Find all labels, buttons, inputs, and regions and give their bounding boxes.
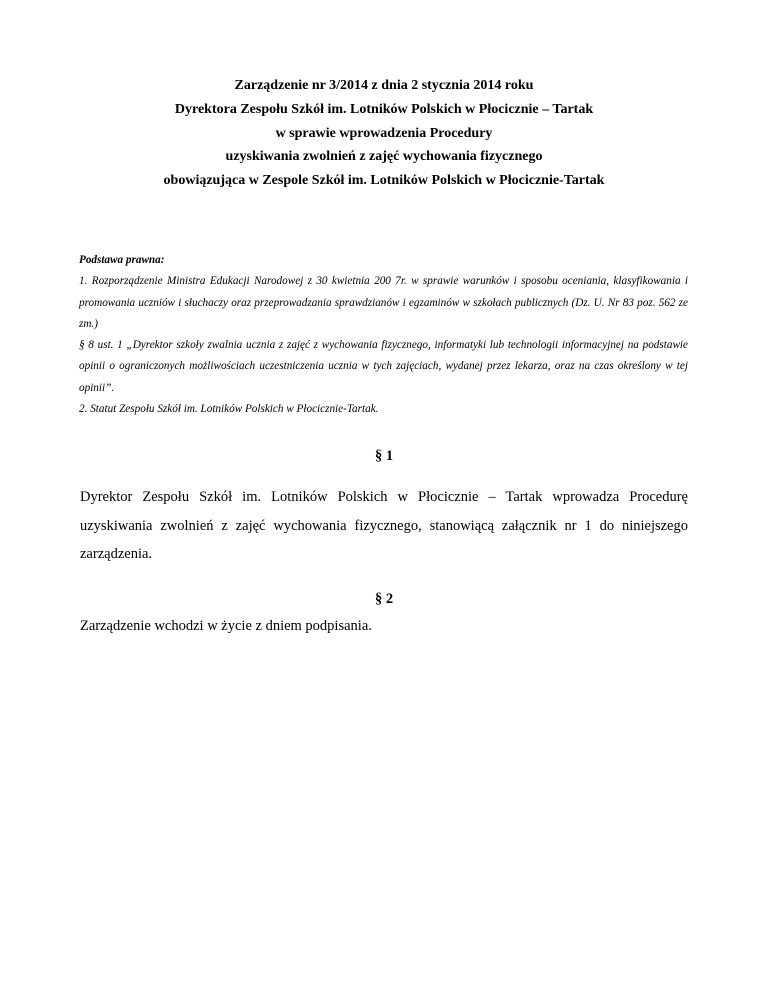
section-1-text: Dyrektor Zespołu Szkół im. Lotników Polskich w Płocicznie – Tartak wprowadza Procedurę uzyskiwania zwolnień z zajęć wychowania fizycznego, stanowiącą załącznik nr 1 do niniejszego zarządzenia. xyxy=(80,489,688,563)
title-line: Dyrektora Zespołu Szkół im. Lotników Polskich w Płocicznie – Tartak xyxy=(174,101,594,117)
title-line: uzyskiwania zwolnień z zajęć wychowania fizycznego xyxy=(225,149,543,165)
legal-basis-item-2: 2. Statut Zespołu Szkół im. Lotników Polskich w Płocicznie-Tartak. xyxy=(79,403,379,416)
section-2-text: Zarządzenie wchodzi w życie z dniem podpisania. xyxy=(80,618,372,634)
document-title xyxy=(80,74,688,193)
legal-basis-item-1: 1. Rozporządzenie Ministra Edukacji Narodowej z 30 kwietnia 200 7r. w sprawie warunków i sposobu oceniania, klasyfikowania i promowania uczniów i słuchaczy oraz przeprowadzania sprawdzianów i egzaminów w szkołach publicznych (Dz. U. Nr 83 poz. 562 ze zm.) xyxy=(79,275,688,330)
legal-basis xyxy=(79,250,688,420)
title-line: w sprawie wprowadzenia Procedury xyxy=(275,125,493,141)
title-line: obowiązująca w Zespole Szkół im. Lotników Polskich w Płocicznie-Tartak xyxy=(163,173,605,189)
title-line: Zarządzenie nr 3/2014 z dnia 2 stycznia 2014 roku xyxy=(234,78,534,93)
legal-basis-quote: § 8 ust. 1 „Dyrektor szkoły zwalnia ucznia z zajęć z wychowania fizycznego, informatyki lub technologii informacyjnej na podstawie opinii o ograniczonych możliwościach uczestniczenia ucznia w tych zajęciach, wydanej przez lekarza, oraz na czas określony w tej opinii”. xyxy=(79,339,688,394)
section-mark-2: § 2 xyxy=(374,591,394,607)
legal-basis-heading: Podstawa prawna: xyxy=(79,254,165,266)
section-mark-1: § 1 xyxy=(374,448,394,464)
